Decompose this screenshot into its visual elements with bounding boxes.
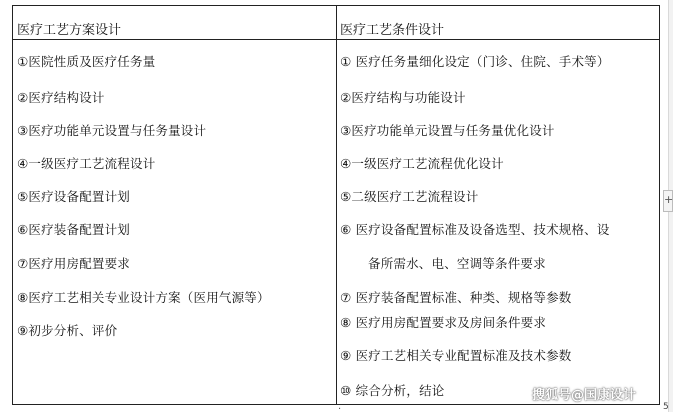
right-item: ⑩ 综合分析，结论 (340, 383, 445, 398)
right-column-header: 医疗工艺条件设计 (340, 23, 445, 38)
left-item: ③医疗功能单元设置与任务量设计 (17, 123, 207, 138)
right-item-continuation: 备所需水、电、空调等条件要求 (368, 256, 546, 271)
expand-tab-button[interactable]: + (663, 190, 673, 212)
header-divider (13, 39, 659, 40)
left-item: ⑨初步分析、评价 (17, 323, 118, 338)
left-item: ⑤医疗设备配置计划 (17, 189, 131, 204)
right-item: ① 医疗任务量细化设定（门诊、住院、手术等） (340, 54, 610, 69)
left-column-header: 医疗工艺方案设计 (17, 23, 122, 38)
watermark: 搜狐号@国康设计 (532, 388, 637, 403)
right-item: ⑧ 医疗用房配置要求及房间条件要求 (340, 315, 547, 330)
left-item: ②医疗结构设计 (17, 90, 105, 105)
left-item: ⑥医疗装备配置计划 (17, 222, 131, 237)
page-tag: 5 (663, 402, 669, 412)
right-item: ⑦ 医疗装备配置标准、种类、规格等参数 (340, 290, 572, 305)
comparison-table (12, 5, 660, 405)
column-divider (336, 6, 337, 404)
left-item: ⑦医疗用房配置要求 (17, 256, 131, 271)
right-item: ②医疗结构与功能设计 (340, 90, 466, 105)
right-item: ⑤二级医疗工艺流程设计 (340, 189, 479, 204)
right-item: ⑨ 医疗工艺相关专业配置标准及技术参数 (340, 348, 572, 363)
right-item: ④一级医疗工艺流程优化设计 (340, 156, 504, 171)
ruler-tick: · (338, 404, 342, 415)
left-item: ⑧医疗工艺相关专业设计方案（医用气源等） (17, 290, 270, 305)
right-item: ③医疗功能单元设置与任务量优化设计 (340, 123, 555, 138)
left-item: ④一级医疗工艺流程设计 (17, 156, 156, 171)
right-item: ⑥ 医疗设备配置标准及设备选型、技术规格、设 (340, 222, 610, 237)
left-item: ①医院性质及医疗任务量 (17, 54, 156, 69)
